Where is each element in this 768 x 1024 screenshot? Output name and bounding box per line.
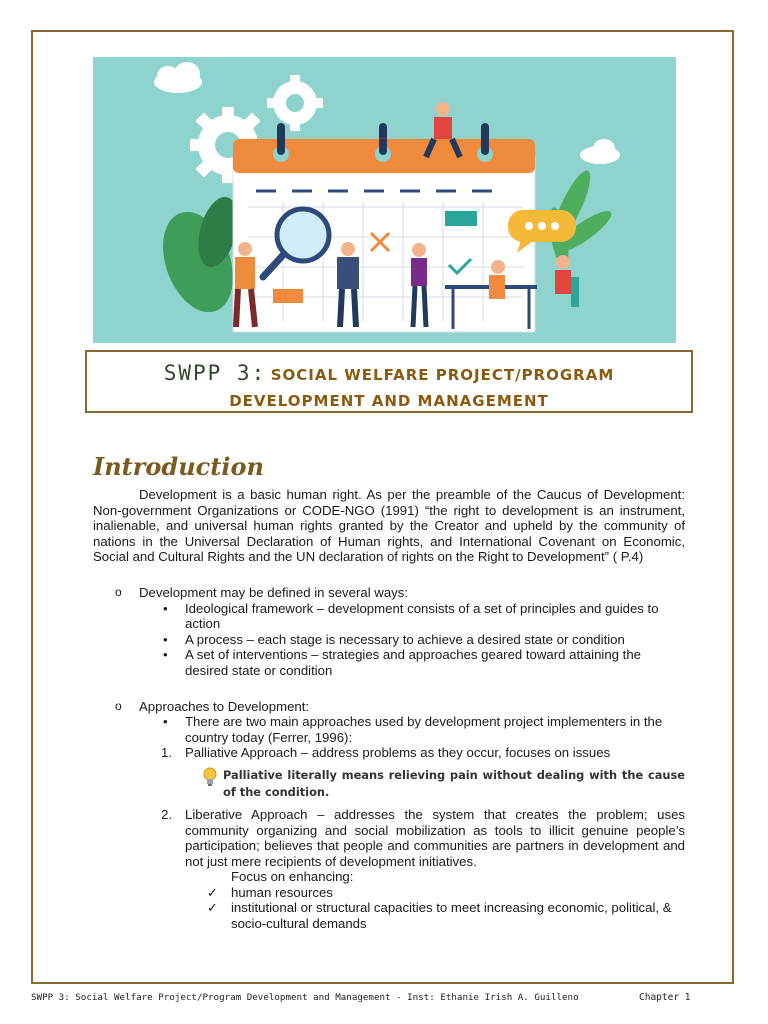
approaches-list bbox=[139, 745, 685, 869]
title-line-1 bbox=[87, 360, 691, 389]
checkmark-icon: ✓ bbox=[207, 884, 219, 900]
dot-bullet-icon: • bbox=[163, 647, 168, 663]
section-title: o Development may be defined in several ways: bbox=[115, 584, 409, 600]
dot-bullet-icon: • bbox=[163, 714, 168, 730]
leaf-icon bbox=[150, 193, 246, 322]
cloud-icon bbox=[154, 62, 202, 93]
title-main: SOCIAL WELFARE PROJECT/PROGRAM bbox=[270, 366, 615, 384]
main-content bbox=[93, 487, 685, 932]
focus-label: Focus on enhancing: bbox=[231, 869, 354, 885]
lightbulb-icon bbox=[203, 767, 217, 787]
list-item: ✓ human resources bbox=[207, 884, 333, 900]
hero-illustration bbox=[93, 57, 676, 343]
introduction-heading: Introduction bbox=[93, 452, 264, 481]
list-number: 2. bbox=[161, 806, 172, 822]
cloud-icon bbox=[580, 139, 620, 164]
checkmark-icon: ✓ bbox=[207, 900, 219, 916]
list-item: • A set of interventions – strategies and approaches geared toward attaining the desired state or condition bbox=[163, 647, 641, 678]
intro-paragraph: Development is a basic human right. As per the preamble of the Caucus of Development: Non-government Organizations or CODE-NGO (1991) “the right to development is an instrument, inalienable, and universal human rights granted by the Creator and upheld by the community of nations in the Universal Declaration of Human rights, and International Covenant on Economic, Social and Cultural Rights and the UN declaration of rights on the Right to Development” ( P.4) bbox=[93, 487, 685, 565]
list-item: • A process – each stage is necessary to achieve a desired state or condition bbox=[163, 631, 625, 647]
list-item: • There are two main approaches used by development project implementers in the country today (Ferrer, 1996): bbox=[163, 714, 663, 745]
list-item-liberative: 2. Liberative Approach – addresses the system that creates the problem; uses community organizing and social mobilization as tools to illicit genuine people’s participation; believes that people and communities are partners in development and not just mere recipients of development initiatives. bbox=[161, 806, 685, 869]
course-code: SWPP 3: bbox=[163, 361, 267, 385]
list-item-palliative: 1. Palliative Approach – address problems as they occur, focuses on issues Palliative literally means relieving pain without dealing with the cause of the condition. bbox=[161, 745, 685, 799]
dot-bullet-icon: • bbox=[163, 600, 168, 616]
section-title: o Approaches to Development: bbox=[115, 698, 310, 714]
definition-list bbox=[139, 601, 685, 679]
section-definitions bbox=[93, 585, 685, 679]
footer-course-info: SWPP 3: Social Welfare Project/Program Development and Management - Inst: Ethanie Irish A. Guilleno bbox=[31, 992, 579, 1003]
list-item: ✓ institutional or structural capacities to meet increasing economic, political, & socio-cultural demands bbox=[207, 900, 672, 932]
title-line-2: DEVELOPMENT AND MANAGEMENT bbox=[229, 392, 549, 410]
dot-bullet-icon: • bbox=[163, 631, 168, 647]
list-item: • Ideological framework – development consists of a set of principles and guides to action bbox=[163, 600, 659, 632]
gear-icon bbox=[267, 75, 323, 131]
approaches-intro-list bbox=[139, 714, 685, 745]
list-number: 1. bbox=[161, 745, 172, 761]
circle-bullet-icon: o bbox=[115, 698, 122, 713]
section-approaches bbox=[93, 699, 685, 932]
title-box bbox=[85, 350, 693, 413]
focus-list bbox=[139, 885, 685, 932]
circle-bullet-icon: o bbox=[115, 584, 122, 599]
footer-chapter: Chapter 1 bbox=[639, 992, 691, 1003]
palliative-note: Palliative literally means relieving pain without dealing with the cause of the condition. bbox=[203, 767, 685, 801]
